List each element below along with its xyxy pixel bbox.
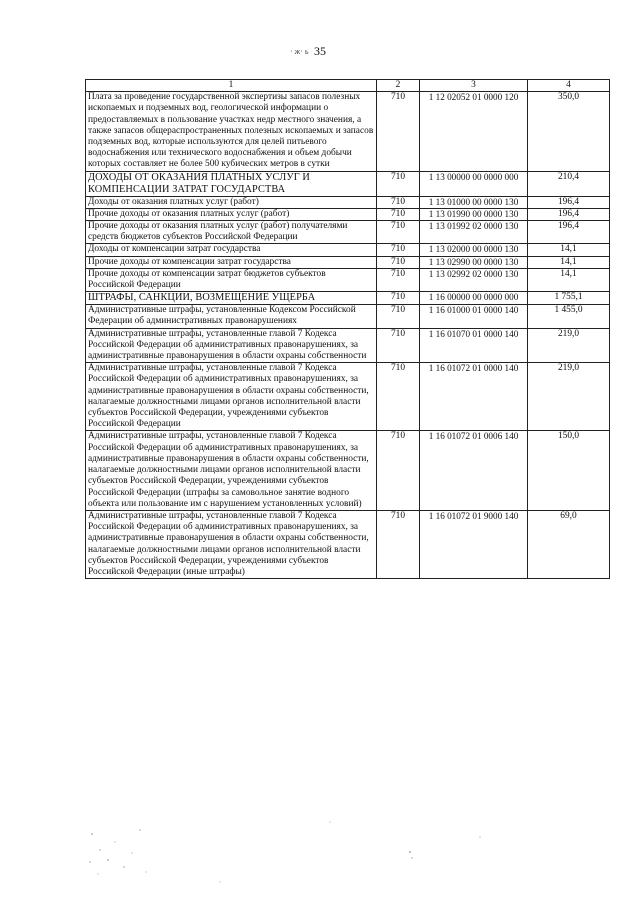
- table-row: [86, 268, 610, 291]
- row-amount: 210,4: [528, 171, 610, 196]
- row-budget-code: 1 16 01072 01 0006 140: [420, 431, 528, 510]
- row-budget-code: 1 13 00000 00 0000 000: [420, 171, 528, 196]
- table-row: [86, 305, 610, 328]
- table-row: [86, 363, 610, 431]
- row-description: Доходы от компенсации затрат государства: [86, 244, 377, 256]
- column-header: 3: [420, 80, 528, 92]
- table-row: [86, 328, 610, 363]
- row-budget-code: 1 13 01000 00 0000 130: [420, 196, 528, 208]
- row-amount: 196,4: [528, 196, 610, 208]
- row-description: Административные штрафы, установленные главой 7 Кодекса Российской Федерации об административных правонарушениях, за административные правонарушения в области охраны собственности, налагаемые должностными лицами органов исполнительной власти субъектов Российской Федерации, учреждениями субъектов Российской Федерации (иные штрафы): [86, 510, 377, 578]
- row-admin-code: 710: [377, 510, 420, 578]
- scan-mark: · ж· ь: [290, 47, 309, 56]
- row-admin-code: 710: [377, 196, 420, 208]
- table-header-row: [86, 80, 610, 92]
- row-amount: 1 755,1: [528, 292, 610, 305]
- section-row: [86, 292, 610, 305]
- row-admin-code: 710: [377, 268, 420, 291]
- row-admin-code: 710: [377, 92, 420, 171]
- row-amount: 196,4: [528, 208, 610, 220]
- row-amount: 14,1: [528, 244, 610, 256]
- row-amount: 219,0: [528, 328, 610, 363]
- row-description: Доходы от оказания платных услуг (работ): [86, 196, 377, 208]
- row-budget-code: 1 16 01072 01 0000 140: [420, 363, 528, 431]
- row-admin-code: 710: [377, 221, 420, 244]
- row-amount: 1 455,0: [528, 305, 610, 328]
- row-admin-code: 710: [377, 244, 420, 256]
- row-amount: 219,0: [528, 363, 610, 431]
- table-row: [86, 431, 610, 510]
- row-amount: 350,0: [528, 92, 610, 171]
- column-header: 1: [86, 80, 377, 92]
- row-admin-code: 710: [377, 256, 420, 268]
- table-row: [86, 256, 610, 268]
- section-row: [86, 171, 610, 196]
- table-row: [86, 244, 610, 256]
- row-amount: 14,1: [528, 268, 610, 291]
- row-description: Прочие доходы от компенсации затрат государства: [86, 256, 377, 268]
- row-amount: 69,0: [528, 510, 610, 578]
- table-row: [86, 221, 610, 244]
- row-budget-code: 1 16 01070 01 0000 140: [420, 328, 528, 363]
- row-budget-code: 1 16 01072 01 9000 140: [420, 510, 528, 578]
- row-description: Административные штрафы, установленные главой 7 Кодекса Российской Федерации об административных правонарушениях, за административные правонарушения в области охраны собственности, налагаемые должностными лицами органов исполнительной власти субъектов Российской Федерации, учреждениями субъектов Российской Федерации: [86, 363, 377, 431]
- row-description: Прочие доходы от оказания платных услуг (работ) получателями средств бюджетов субъектов Российской Федерации: [86, 221, 377, 244]
- row-budget-code: 1 16 00000 00 0000 000: [420, 292, 528, 305]
- row-description: Прочие доходы от оказания платных услуг (работ): [86, 208, 377, 220]
- row-description: Плата за проведение государственной экспертизы запасов полезных ископаемых и подземных вод, геологической информации о предоставляемых в пользование участках недр местного значения, а также запасов общераспространенных полезных ископаемых и запасов подземных вод, которые используются для целей питьевого водоснабжения или технического водоснабжения и объем добычи которых составляет не более 500 кубических метров в сутки: [86, 92, 377, 171]
- revenue-table: [85, 79, 610, 579]
- scan-specks: [80, 812, 560, 892]
- row-amount: 150,0: [528, 431, 610, 510]
- row-description: ШТРАФЫ, САНКЦИИ, ВОЗМЕЩЕНИЕ УЩЕРБА: [86, 292, 377, 305]
- row-admin-code: 710: [377, 208, 420, 220]
- row-description: Прочие доходы от компенсации затрат бюджетов субъектов Российской Федерации: [86, 268, 377, 291]
- table-row: [86, 510, 610, 578]
- row-budget-code: 1 13 01992 02 0000 130: [420, 221, 528, 244]
- column-header: 4: [528, 80, 610, 92]
- row-budget-code: 1 12 02052 01 0000 120: [420, 92, 528, 171]
- row-amount: 196,4: [528, 221, 610, 244]
- table-row: [86, 208, 610, 220]
- row-admin-code: 710: [377, 328, 420, 363]
- row-budget-code: 1 16 01000 01 0000 140: [420, 305, 528, 328]
- table-row: [86, 92, 610, 171]
- table-body: [86, 92, 610, 579]
- row-admin-code: 710: [377, 305, 420, 328]
- row-budget-code: 1 13 01990 00 0000 130: [420, 208, 528, 220]
- row-amount: 14,1: [528, 256, 610, 268]
- row-admin-code: 710: [377, 292, 420, 305]
- row-admin-code: 710: [377, 431, 420, 510]
- row-admin-code: 710: [377, 363, 420, 431]
- column-header: 2: [377, 80, 420, 92]
- table-row: [86, 196, 610, 208]
- page-number: 35: [314, 44, 326, 58]
- row-description: Административные штрафы, установленные главой 7 Кодекса Российской Федерации об административных правонарушениях, за административные правонарушения в области охраны собственности, налагаемые должностными лицами органов исполнительной власти субъектов Российской Федерации, учреждениями субъектов Российской Федерации (штрафы за самовольное занятие водного объекта или пользование им с нарушением установленных условий): [86, 431, 377, 510]
- row-description: Административные штрафы, установленные главой 7 Кодекса Российской Федерации об административных правонарушениях, за административные правонарушения в области охраны собственности: [86, 328, 377, 363]
- row-budget-code: 1 13 02000 00 0000 130: [420, 244, 528, 256]
- row-budget-code: 1 13 02990 00 0000 130: [420, 256, 528, 268]
- row-admin-code: 710: [377, 171, 420, 196]
- row-description: ДОХОДЫ ОТ ОКАЗАНИЯ ПЛАТНЫХ УСЛУГ И КОМПЕНСАЦИИ ЗАТРАТ ГОСУДАРСТВА: [86, 171, 377, 196]
- row-description: Административные штрафы, установленные Кодексом Российской Федерации об административных правонарушениях: [86, 305, 377, 328]
- row-budget-code: 1 13 02992 02 0000 130: [420, 268, 528, 291]
